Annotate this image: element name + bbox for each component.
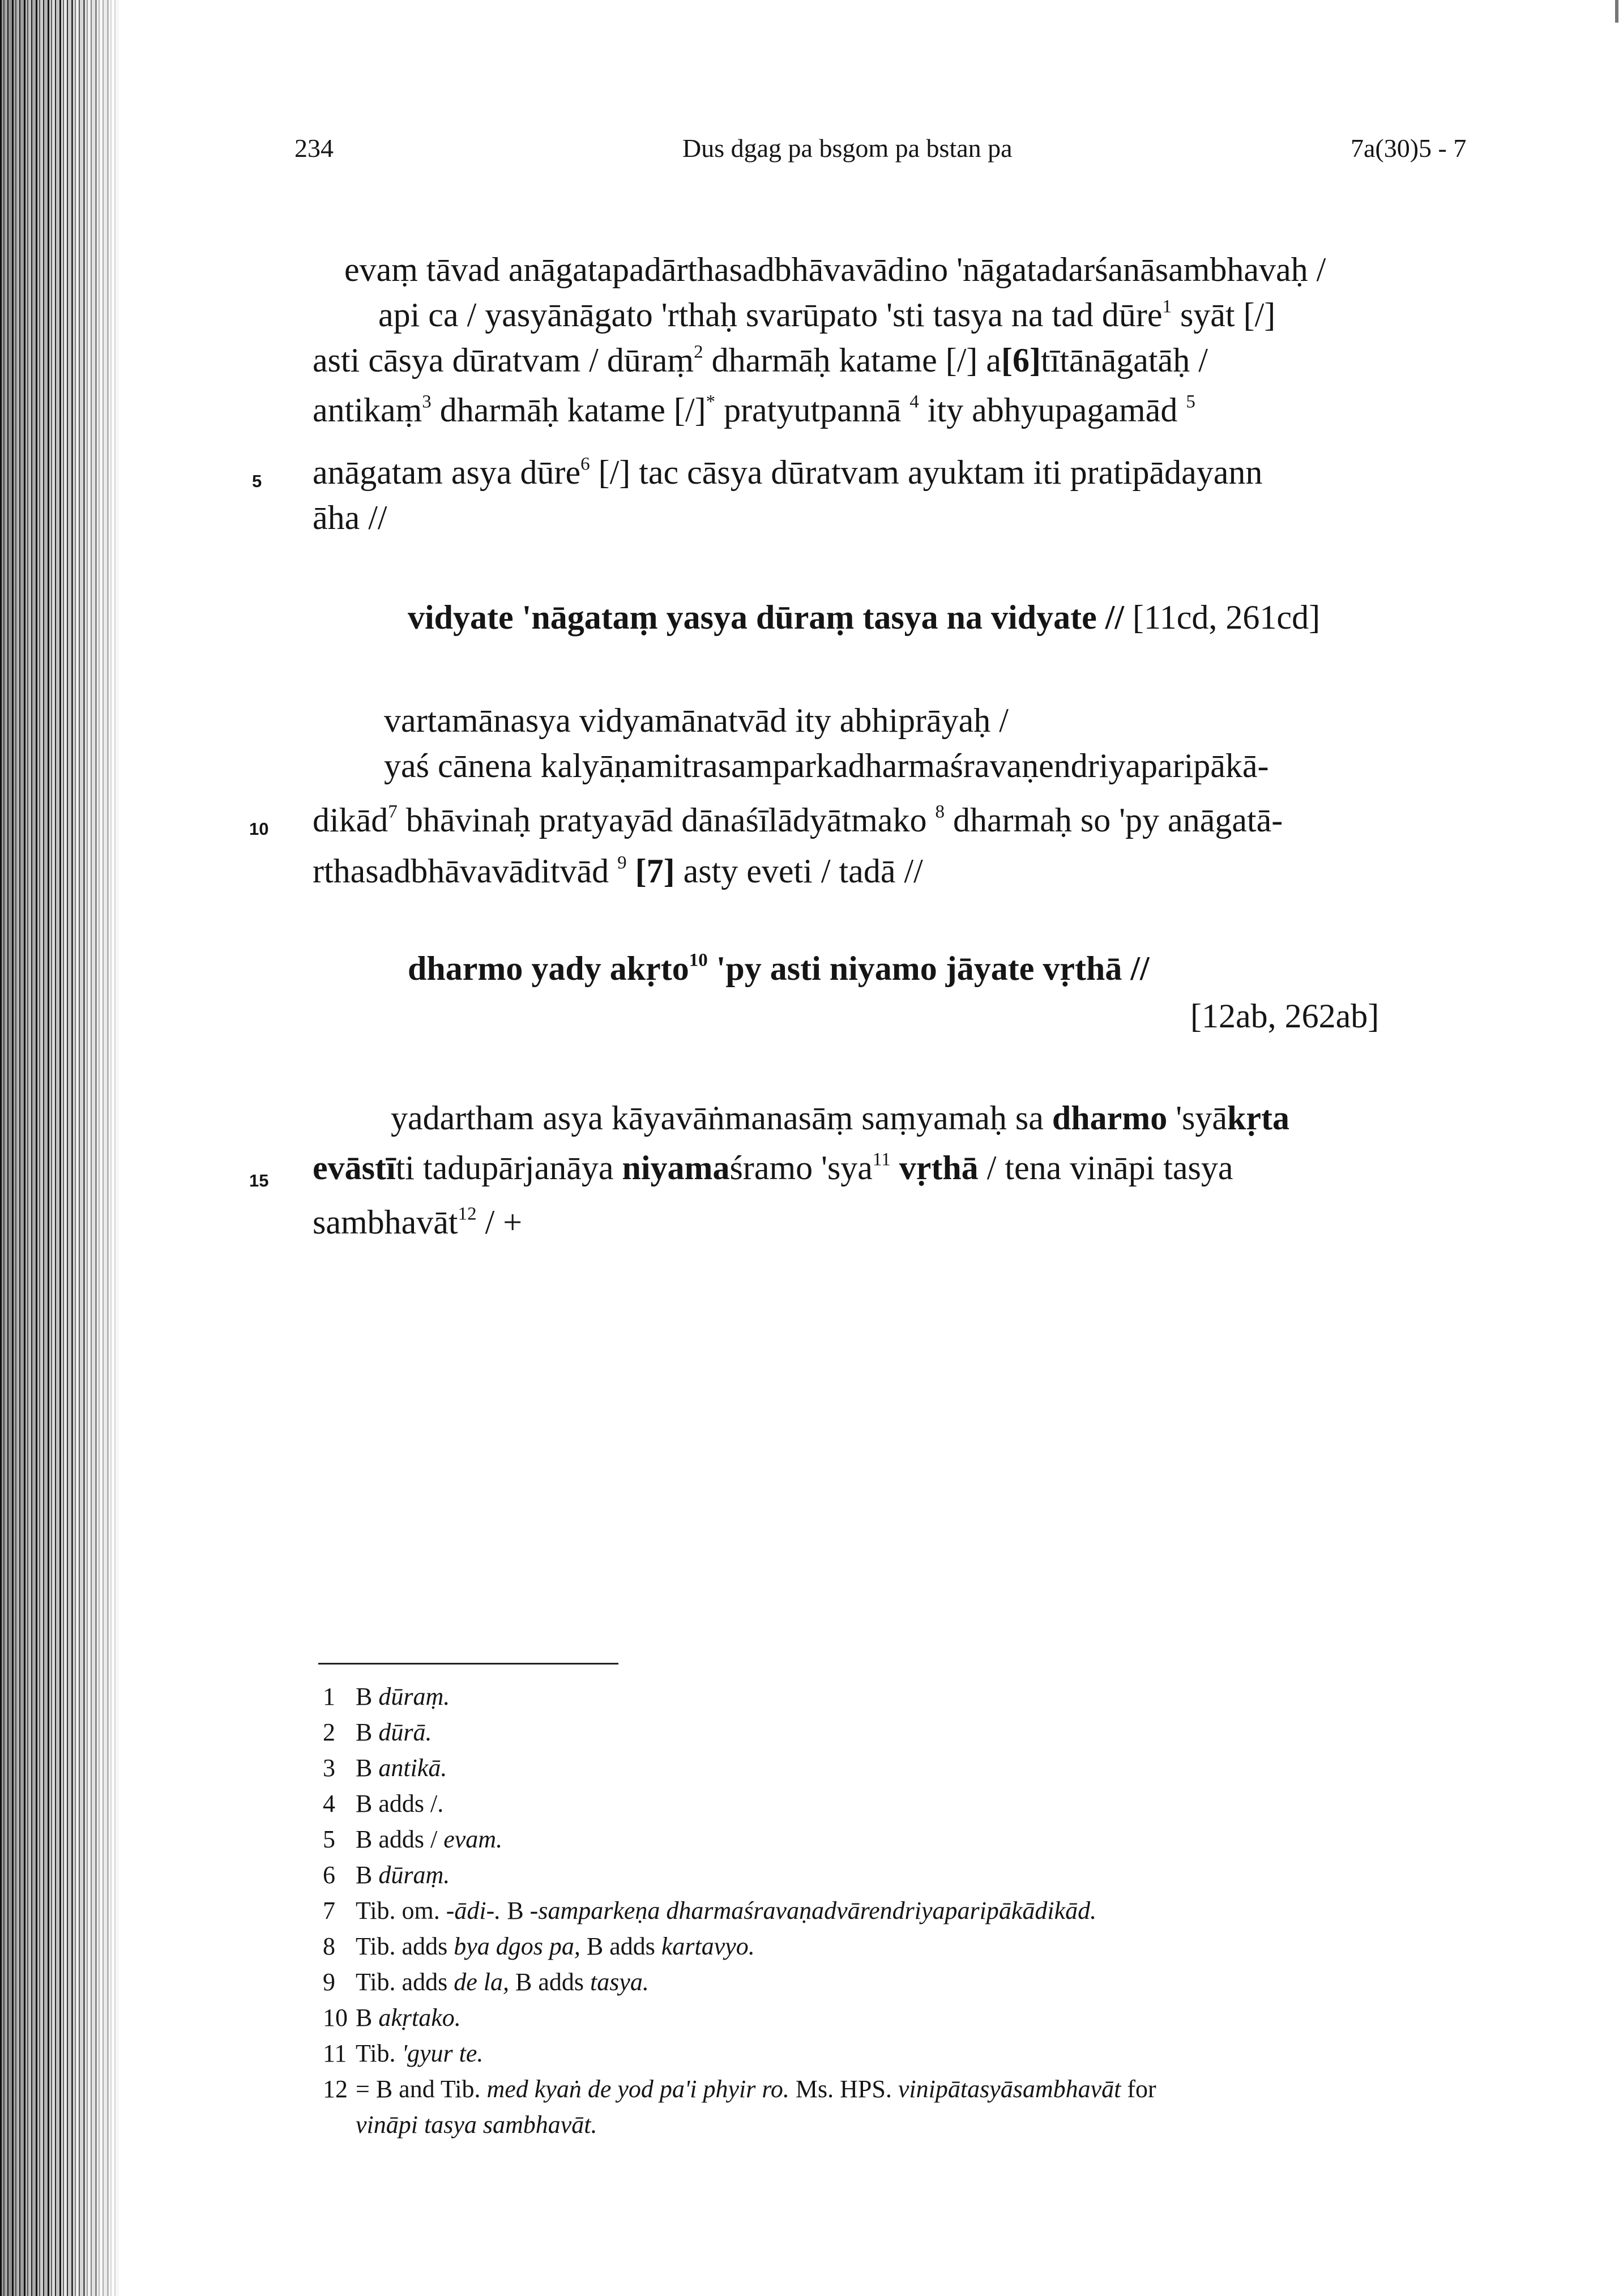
body-line-9: dikād$^7$ bhāvinaḥ pratyayād dānaśīlādyātmako $^8$ dharmaḥ so 'py anāgatā- [313, 801, 1283, 839]
verse-reference: [11cd, 261cd] [1124, 599, 1321, 636]
body-line-3: asti cāsya dūratvam / dūraṃ$^2$ dharmāḥ katame [/] a[6]tītānāgatāḥ / [313, 342, 1208, 379]
footnote-3: 3 B antikā. [323, 1754, 447, 1782]
body-line-12: evāstīti tadupārjanāya niyamaśramo 'sya$^{11}$ vṛthā / tena vināpi tasya [313, 1149, 1233, 1187]
footnote-10: 10 B akṛtako. [323, 2004, 461, 2032]
running-title: Dus dgag pa bsgom pa bstan pa [682, 134, 1013, 163]
body-line-4: antikaṃ$^3$ dharmāḥ katame [/]* pratyutpannā $^4$ ity abhyupagamād $^5$ [313, 391, 1195, 429]
footnote-ref-7: 7 [388, 801, 398, 822]
book-spine-edge [0, 0, 119, 2296]
verse-11cd: vidyate 'nāgataṃ yasya dūraṃ tasya na vidyate // [11cd, 261cd] [408, 599, 1321, 636]
footnote-12-continuation: vināpi tasya sambhavāt. [356, 2111, 597, 2139]
folio-reference: 7a(30)5 - 7 [1351, 134, 1467, 163]
footnote-2: 2 B dūrā. [323, 1718, 432, 1746]
body-line-11: yadartham asya kāyavāṅmanasāṃ saṃyamaḥ sa dharmo 'syākṛta [391, 1099, 1290, 1137]
footnote-4: 4 B adds /. [323, 1790, 444, 1817]
footnote-ref-5: 5 [1186, 391, 1195, 412]
footnote-ref-10: 10 [689, 950, 708, 971]
body-line-2: api ca / yasyānāgato 'rthaḥ svarūpato 'sti tasya na tad dūre$^1$ syāt [/] [378, 296, 1276, 334]
folio-marker-6: [6] [1001, 342, 1041, 379]
footnote-12: 12 = B and Tib. med kyaṅ de yod pa'i phyir ro. Ms. HPS. vinipātasyāsambhavāt for [323, 2075, 1156, 2103]
body-line-6: āha // [313, 499, 387, 536]
footnote-7: 7 Tib. om. -ādi-. B -samparkeṇa dharmaśravaṇadvārendriyaparipākādikād. [323, 1897, 1097, 1924]
body-line-13: sambhavāt$^{12}$ / + [313, 1204, 523, 1241]
footnote-ref-1: 1 [1162, 296, 1172, 317]
footnote-ref-9: 9 [617, 852, 627, 873]
body-line-7: vartamānasya vidyamānatvād ity abhiprāyaḥ / [384, 702, 1009, 739]
folio-marker-7: [7] [635, 852, 675, 890]
asterisk-mark: * [706, 391, 716, 412]
footnote-ref-11: 11 [872, 1149, 891, 1170]
line-number-10: 10 [249, 819, 269, 839]
body-line-1: evaṃ tāvad anāgatapadārthasadbhāvavādino 'nāgatadarśanāsambhavaḥ / [344, 251, 1326, 288]
footnote-rule [318, 1663, 618, 1665]
footnote-6: 6 B dūraṃ. [323, 1861, 450, 1889]
verse-12ab: dharmo yady akṛto$^{10}$ 'py asti niyamo jāyate vṛthā // [408, 950, 1150, 987]
footnote-11: 11 Tib. 'gyur te. [323, 2039, 484, 2067]
verse-reference-12ab: [12ab, 262ab] [1190, 997, 1379, 1035]
page-number: 234 [294, 134, 334, 163]
body-line-5: anāgatam asya dūre$^6$ [/] tac cāsya dūratvam ayuktam iti pratipādayann [313, 454, 1263, 491]
footnote-ref-6: 6 [580, 454, 590, 475]
footnote-ref-4: 4 [909, 391, 919, 412]
footnote-ref-12: 12 [458, 1204, 477, 1224]
line-number-5: 5 [252, 471, 262, 491]
line-number-15: 15 [249, 1171, 269, 1190]
body-line-10: rthasadbhāvavāditvād $^9$ [7] asty eveti / tadā // [313, 852, 923, 890]
footnote-1: 1 B dūraṃ. [323, 1683, 450, 1710]
footnote-ref-2: 2 [694, 342, 703, 362]
footnote-8: 8 Tib. adds bya dgos pa, B adds kartavyo. [323, 1932, 755, 1960]
footnote-9: 9 Tib. adds de la, B adds tasya. [323, 1968, 649, 1996]
scan-corner-mark [1615, 0, 1618, 23]
footnote-5: 5 B adds / evam. [323, 1825, 503, 1853]
footnote-ref-8: 8 [935, 801, 945, 822]
body-line-8: yaś cānena kalyāṇamitrasamparkadharmaśravaṇendriyaparipākā- [384, 747, 1269, 784]
footnote-ref-3: 3 [422, 391, 432, 412]
